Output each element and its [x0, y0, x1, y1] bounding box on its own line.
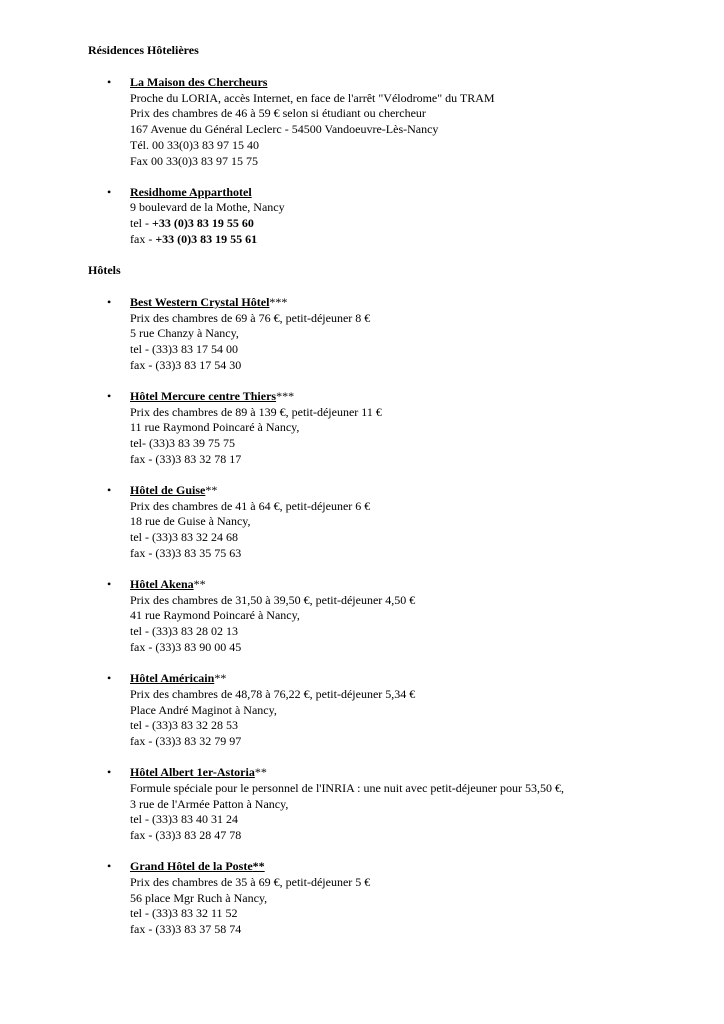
- entry-offer: Formule spéciale pour le personnel de l'INRIA : une nuit avec petit-déjeuner pour 53,50 €,: [130, 780, 565, 795]
- entry-name-link[interactable]: Hôtel Mercure centre Thiers: [130, 389, 277, 404]
- entry-title-line: [130, 75, 708, 91]
- star-rating: **: [254, 765, 267, 780]
- entry-price: Prix des chambres de 41 à 64 €, petit-déjeuner 6 €: [130, 498, 371, 513]
- residences-heading: Résidences Hôtelières: [88, 43, 199, 57]
- entry-phone: tel - (33)3 83 28 02 13: [130, 624, 238, 639]
- entry-name-text: Grand Hôtel de la Poste: [130, 859, 253, 874]
- entry-fax: fax - (33)3 83 90 00 45: [130, 639, 242, 654]
- entry-price: Prix des chambres de 35 à 69 €, petit-déjeuner 5 €: [130, 874, 371, 889]
- phone-prefix: tel -: [130, 216, 152, 231]
- entry-address: Place André Maginot à Nancy,: [130, 702, 277, 717]
- entry-title-line: [130, 295, 708, 311]
- fax-number: +33 (0)3 83 19 55 61: [155, 231, 258, 246]
- bullet-icon: •: [107, 389, 112, 404]
- entry-name-link[interactable]: Best Western Crystal Hôtel: [130, 295, 270, 310]
- entry-fax: fax - (33)3 83 32 78 17: [130, 451, 242, 466]
- hotel-entry-albert-astoria: [88, 765, 708, 844]
- phone-number: +33 (0)3 83 19 55 60: [152, 216, 254, 231]
- entry-address: 3 rue de l'Armée Patton à Nancy,: [130, 796, 289, 811]
- entry-phone: tel - (33)3 83 32 11 52: [130, 906, 238, 921]
- entry-phone: tel- (33)3 83 39 75 75: [130, 436, 235, 451]
- hotel-entry-grand-hotel-poste: [88, 859, 708, 938]
- entry-phone: tel - (33)3 83 17 54 00: [130, 342, 238, 357]
- hotel-entry-mercure: [88, 389, 708, 468]
- hotels-list: [88, 295, 708, 938]
- entry-phone: Tél. 00 33(0)3 83 97 15 40: [130, 137, 259, 152]
- entry-fax: fax - (33)3 83 37 58 74: [130, 921, 242, 936]
- document-body: [88, 43, 708, 953]
- entry-fax: fax - (33)3 83 32 79 97: [130, 733, 242, 748]
- bullet-icon: •: [107, 295, 112, 310]
- bullet-icon: •: [107, 577, 112, 592]
- entry-fax: [130, 232, 708, 248]
- hotel-entry-guise: [88, 483, 708, 562]
- entry-fax: fax - (33)3 83 28 47 78: [130, 827, 242, 842]
- entry-title-line: [130, 389, 708, 405]
- entry-address: 167 Avenue du Général Leclerc - 54500 Vandoeuvre-Lès-Nancy: [130, 122, 439, 137]
- entry-address: 9 boulevard de la Mothe, Nancy: [130, 200, 285, 215]
- hotel-entry-best-western: [88, 295, 708, 374]
- entry-title-line: [130, 483, 708, 499]
- entry-address: 56 place Mgr Ruch à Nancy,: [130, 890, 268, 905]
- entry-phone: [130, 216, 708, 232]
- star-rating: ***: [276, 389, 295, 404]
- bullet-icon: •: [107, 859, 112, 874]
- star-rating: **: [205, 483, 218, 498]
- hotel-entry-americain: [88, 671, 708, 750]
- entry-price: Prix des chambres de 46 à 59 € selon si étudiant ou chercheur: [130, 106, 426, 121]
- entry-address: 41 rue Raymond Poincaré à Nancy,: [130, 608, 300, 623]
- bullet-icon: •: [107, 184, 112, 199]
- entry-price: Prix des chambres de 69 à 76 €, petit-déjeuner 8 €: [130, 310, 371, 325]
- entry-price: Prix des chambres de 31,50 à 39,50 €, petit-déjeuner 4,50 €: [130, 592, 416, 607]
- entry-name-link[interactable]: Residhome Apparthotel: [130, 184, 252, 199]
- residence-entry-residhome: [88, 185, 708, 248]
- entry-phone: tel - (33)3 83 40 31 24: [130, 812, 238, 827]
- entry-title-line: [130, 859, 708, 875]
- entry-phone: tel - (33)3 83 32 24 68: [130, 530, 238, 545]
- fax-prefix: fax -: [130, 231, 156, 246]
- entry-address: 18 rue de Guise à Nancy,: [130, 514, 251, 529]
- hotels-heading: Hôtels: [88, 263, 121, 278]
- residence-entry-maison-des-chercheurs: [88, 75, 708, 169]
- entry-fax: fax - (33)3 83 17 54 30: [130, 357, 242, 372]
- entry-phone: tel - (33)3 83 32 28 53: [130, 718, 238, 733]
- star-rating: **: [193, 577, 206, 592]
- bullet-icon: •: [107, 765, 112, 780]
- bullet-icon: •: [107, 483, 112, 498]
- star-rating: **: [252, 859, 265, 874]
- star-rating: **: [214, 671, 227, 686]
- entry-name-link[interactable]: Hôtel Albert 1er-Astoria: [130, 765, 255, 780]
- entry-name-link[interactable]: Hôtel Akena: [130, 577, 194, 592]
- entry-address: 11 rue Raymond Poincaré à Nancy,: [130, 420, 300, 435]
- entry-title-line: [130, 577, 708, 593]
- entry-name-link[interactable]: [130, 859, 268, 873]
- entry-title-line: [130, 185, 708, 201]
- entry-description: Proche du LORIA, accès Internet, en face de l'arrêt "Vélodrome" du TRAM: [130, 90, 495, 105]
- entry-price: Prix des chambres de 48,78 à 76,22 €, petit-déjeuner 5,34 €: [130, 686, 416, 701]
- residences-list: [88, 75, 708, 248]
- entry-fax: fax - (33)3 83 35 75 63: [130, 545, 242, 560]
- entry-price: Prix des chambres de 89 à 139 €, petit-déjeuner 11 €: [130, 404, 382, 419]
- entry-address: 5 rue Chanzy à Nancy,: [130, 326, 239, 341]
- entry-title-line: [130, 765, 708, 781]
- entry-fax: Fax 00 33(0)3 83 97 15 75: [130, 153, 258, 168]
- entry-name-link[interactable]: La Maison des Chercheurs: [130, 75, 268, 89]
- star-rating: ***: [269, 295, 288, 310]
- entry-title-line: [130, 671, 708, 687]
- hotel-entry-akena: [88, 577, 708, 656]
- bullet-icon: •: [107, 75, 112, 89]
- entry-name-link[interactable]: Hôtel de Guise: [130, 483, 206, 498]
- entry-name-link[interactable]: Hôtel Américain: [130, 671, 215, 686]
- bullet-icon: •: [107, 671, 112, 686]
